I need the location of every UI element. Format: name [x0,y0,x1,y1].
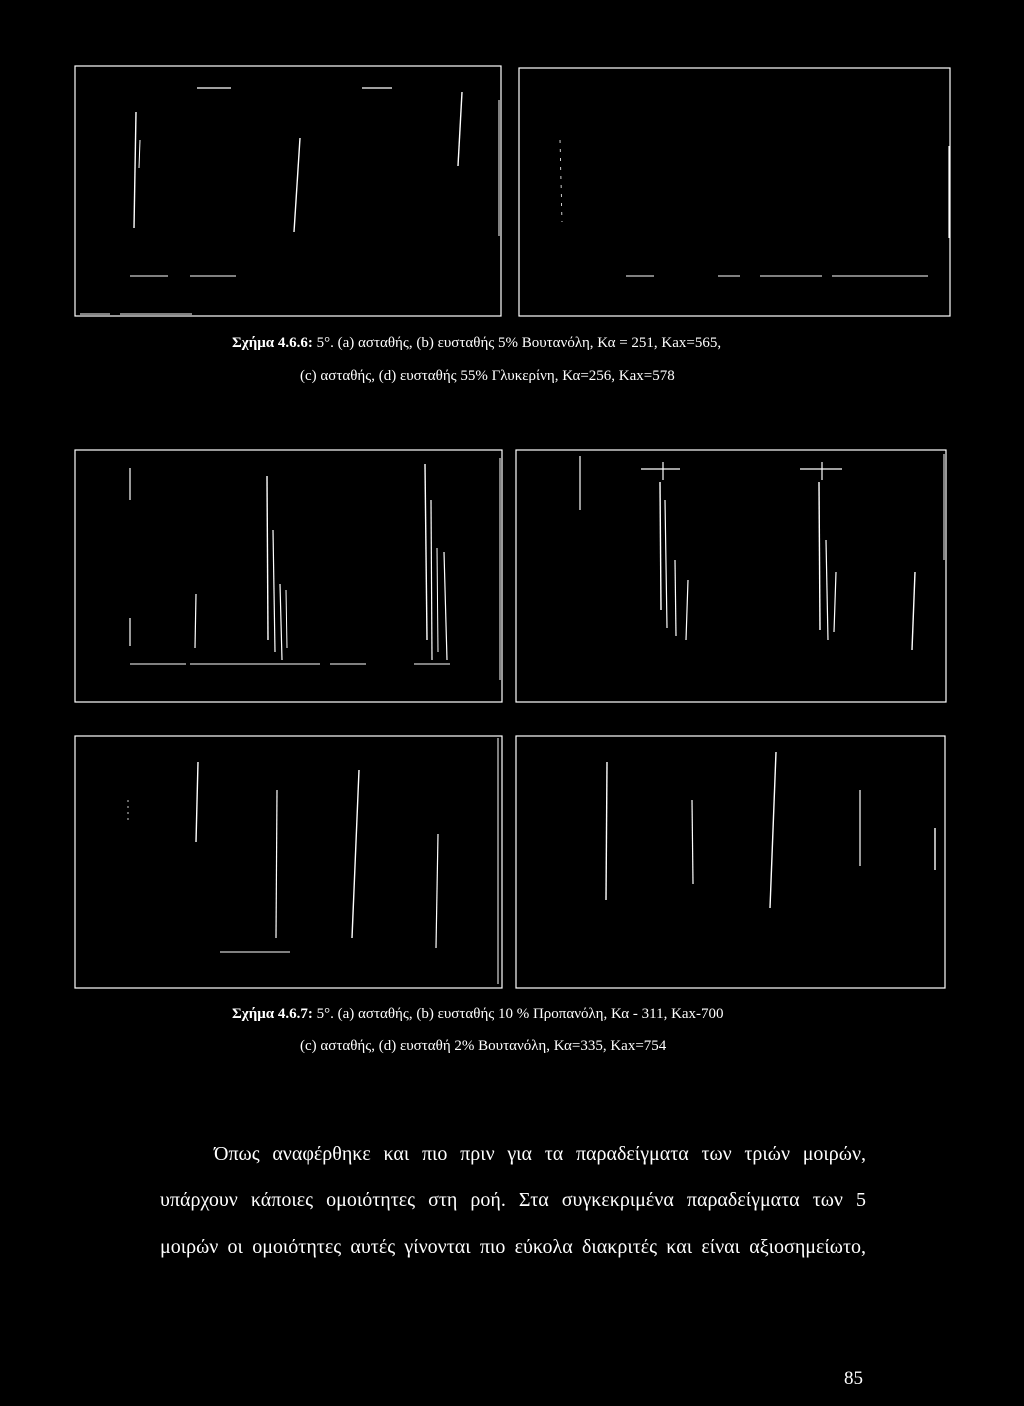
figure-4-6-7-panel-d [516,736,945,988]
body-line-2: υπάρχουν κάποιες ομοιότητες στη ροή. Στα συγκεκριμένα παραδείγματα των 5 [160,1189,866,1211]
figure-4-6-7-panel-a [75,450,502,702]
figure-4-6-7-label: Σχήμα 4.6.7: [232,1006,313,1022]
figure-4-6-7-caption-line-2: (c) ασταθής, (d) ευσταθή 2% Βουτανόλη, Κα=335, Kax=754 [300,1038,667,1054]
figure-4-6-6-caption-line-2: (c) ασταθής, (d) ευσταθής 55% Γλυκερίνη, Κα=256, Kax=578 [300,368,675,384]
page-number: 85 [844,1368,863,1389]
figure-4-6-6-caption-line-1: 5°. (a) ασταθής, (b) ευσταθής 5% Βουτανόλη, Κα = 251, Kax=565, [316,335,722,351]
figure-4-6-6-panel-right [519,68,950,316]
figure-4-6-6-panel-left [75,66,501,316]
figure-4-6-6-label: Σχήμα 4.6.6: [232,335,313,351]
figure-4-6-7-caption-line-1: 5°. (a) ασταθής, (b) ευσταθής 10 % Προπανόλη, Κα - 311, Kax-700 [316,1006,724,1022]
figure-4-6-7-panel-b [516,450,946,702]
figure-4-6-7-caption [232,1004,724,1024]
body-line-1: Όπως αναφέρθηκε και πιο πριν για τα παραδείγματα των τριών μοιρών, [214,1143,866,1165]
figure-4-6-7-panel-c [75,736,502,988]
body-line-3: μοιρών οι ομοιότητες αυτές γίνονται πιο εύκολα διακριτές και είναι αξιοσημείωτο, [160,1236,866,1258]
figure-4-6-6-caption [232,333,721,353]
